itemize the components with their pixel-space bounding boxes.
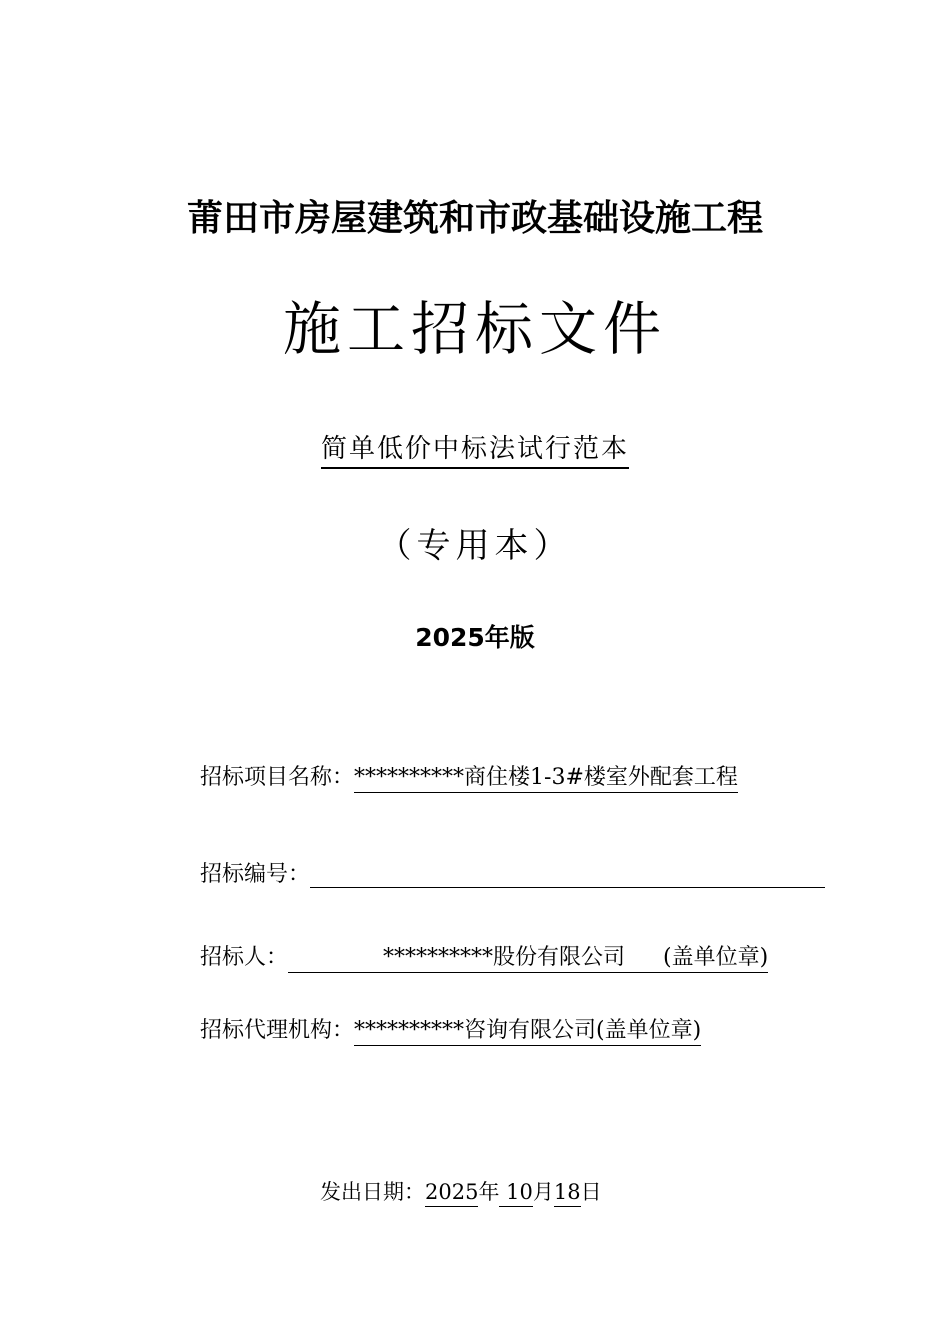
issue-date — [320, 1176, 602, 1206]
project-name-field — [200, 760, 738, 791]
tenderer-underline — [288, 945, 768, 973]
issue-month-value: 10 — [506, 1180, 533, 1204]
issue-month-unit: 月 — [532, 1180, 554, 1204]
tenderer-seal: (盖单位章) — [663, 945, 769, 970]
tenderer-label: 招标人： — [200, 945, 289, 970]
issue-day-unit: 日 — [580, 1180, 602, 1204]
subtitle — [0, 428, 950, 465]
issue-day: 18 — [554, 1180, 581, 1207]
bid-number-label: 招标编号： — [200, 862, 311, 887]
issue-year-unit: 年 — [478, 1180, 500, 1204]
title-line2: 施工招标文件 — [282, 295, 667, 363]
subtitle-text: 简单低价中标法试行范本 — [321, 434, 629, 469]
bid-number-value — [310, 863, 825, 888]
project-name-value: **********商住楼1-3#楼室外配套工程 — [354, 765, 738, 793]
title-line1: 莆田市房屋建筑和市政基础设施工程 — [186, 198, 763, 239]
project-name-label: 招标项目名称： — [200, 765, 355, 790]
issue-year: 2025 — [425, 1180, 478, 1207]
agency-value: **********咨询有限公司(盖单位章) — [354, 1018, 701, 1046]
tenderer-field — [200, 940, 768, 971]
issue-date-label: 发出日期： — [320, 1180, 425, 1204]
agency-field — [200, 1013, 701, 1044]
tenderer-value: **********股份有限公司 — [383, 945, 626, 970]
issue-month — [499, 1180, 532, 1207]
version: 2025年版 — [415, 623, 535, 652]
bid-number-field — [200, 857, 825, 888]
edition-type: （专用本） — [377, 526, 573, 566]
agency-label: 招标代理机构： — [200, 1018, 355, 1043]
